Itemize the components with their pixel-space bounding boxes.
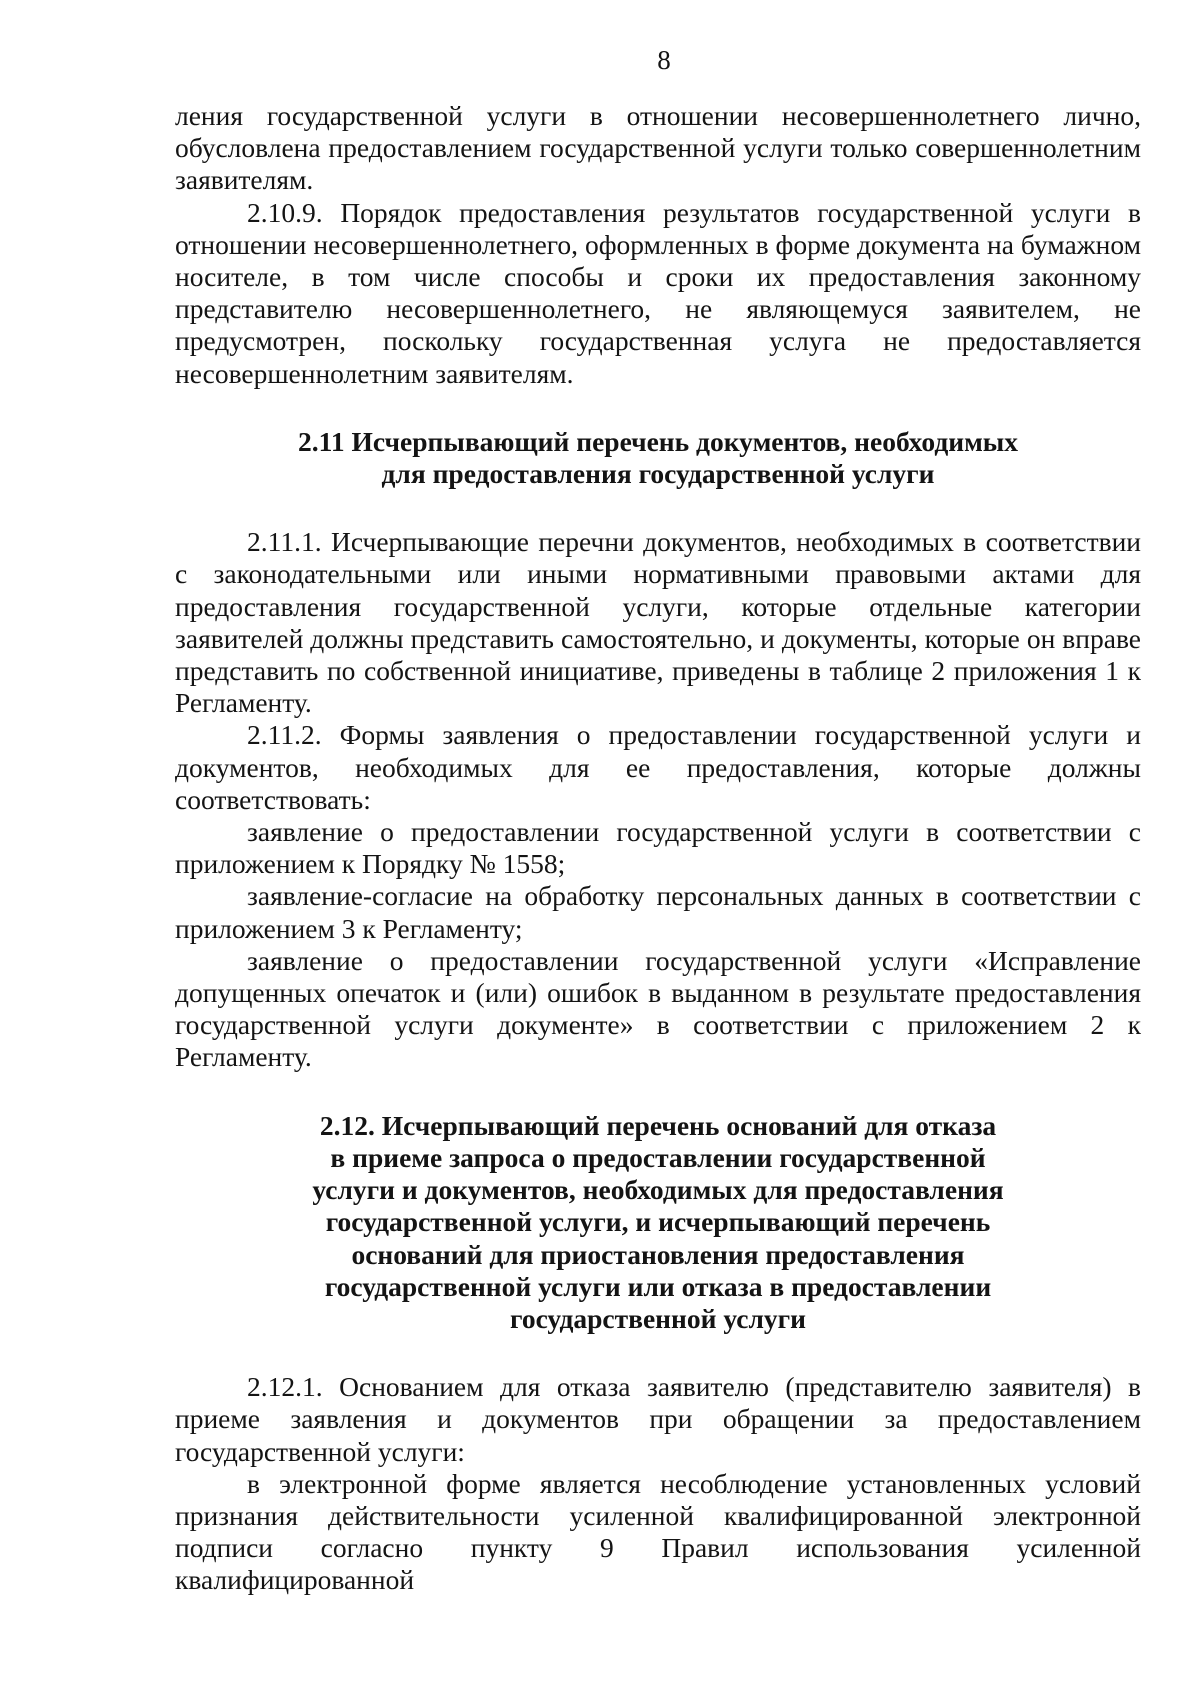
list-item-application: заявление о предоставлении государственной услуги в соответствии с приложением к Порядку № 1558; (175, 816, 1141, 880)
heading-line: оснований для приостановления предоставления (351, 1238, 965, 1270)
heading-line: услуги и документов, необходимых для предоставления (312, 1174, 1004, 1206)
document-body (175, 100, 1141, 1597)
list-item-consent: заявление-согласие на обработку персональных данных в соответствии с приложением 3 к Регламенту; (175, 880, 1141, 944)
paragraph-2-12-1: 2.12.1. Основанием для отказа заявителю (представителю заявителя) в приеме заявления и документов при обращении за предоставлением государственной услуги: (175, 1371, 1141, 1467)
page-number: 8 (657, 45, 671, 75)
heading-line: государственной услуги или отказа в предоставлении (324, 1270, 992, 1302)
heading-line: для предоставления государственной услуги (381, 458, 935, 490)
heading-line: 2.12. Исчерпывающий перечень оснований для отказа (319, 1109, 997, 1141)
paragraph-continuation: ления государственной услуги в отношении несовершеннолетнего лично, обусловлена предоставлением государственной услуги только совершеннолетним заявителям. (175, 100, 1141, 196)
paragraph-2-10-9: 2.10.9. Порядок предоставления результатов государственной услуги в отношении несовершеннолетнего, оформленных в форме документа на бумажном носителе, в том числе способы и сроки их предоставления законному представителю несовершеннолетнего, не являющемуся заявителем, не предусмотрен, поскольку государственная услуга не предоставляется несовершеннолетним заявителям. (175, 196, 1141, 389)
list-item-correction: заявление о предоставлении государственной услуги «Исправление допущенных опечаток и (или) ошибок в выданном в результате предоставления государственной услуги документе» в соответствии с приложением 2 к Регламенту. (175, 944, 1141, 1073)
paragraph-2-11-1: 2.11.1. Исчерпывающие перечни документов, необходимых в соответствии с законодательными или иными нормативными правовыми актами для предоставления государственной услуги, которые отдельные категории заявителей должны представить самостоятельно, и документы, которые он вправе представить по собственной инициативе, приведены в таблице 2 приложения 1 к Регламенту. (175, 526, 1141, 719)
heading-line: государственной услуги (510, 1302, 806, 1334)
heading-line: в приеме запроса о предоставлении государственной (330, 1141, 986, 1173)
paragraph-electronic-form: в электронной форме является несоблюдение установленных условий признания действительности усиленной квалифицированной электронной подписи согласно пункту 9 Правил использования усиленной квалифицированной (175, 1467, 1141, 1596)
section-heading-2-12 (175, 1110, 1141, 1335)
heading-line: государственной услуги, и исчерпывающий перечень (325, 1206, 991, 1238)
heading-line: 2.11 Исчерпывающий перечень документов, необходимых (297, 425, 1019, 457)
paragraph-2-11-2: 2.11.2. Формы заявления о предоставлении государственной услуги и документов, необходимых для ее предоставления, которые должны соответствовать: (175, 719, 1141, 815)
section-heading-2-11 (175, 426, 1141, 490)
